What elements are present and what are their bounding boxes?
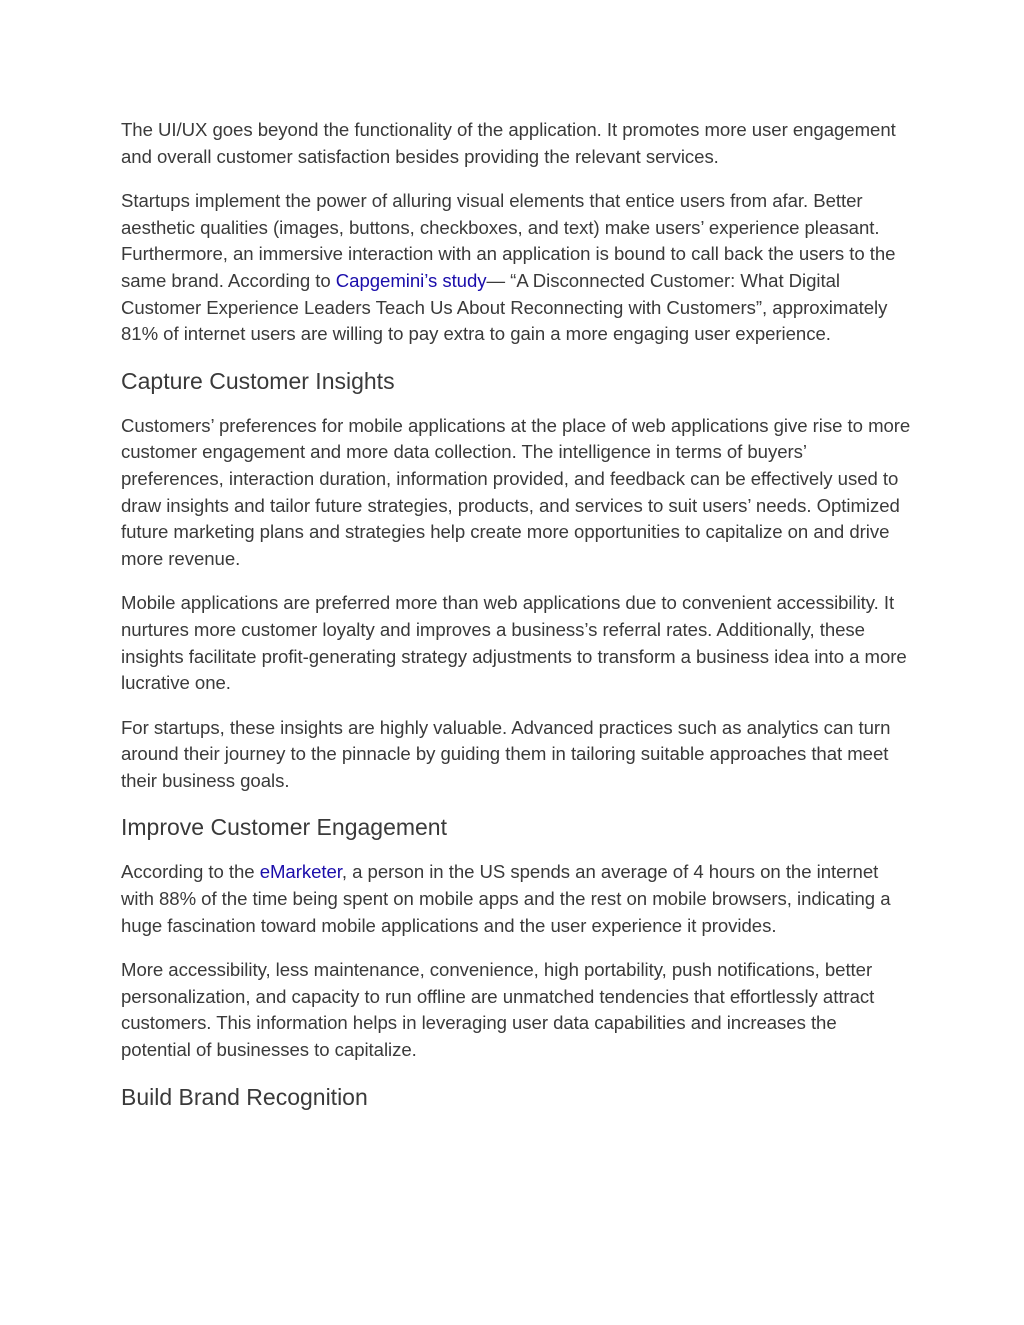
paragraph-mobile-accessibility: Mobile applications are preferred more than web applications due to convenient accessibility. It nurtures more customer loyalty and improves a business’s referral rates. Additionally, these insights facilitate profit-generating strategy adjustments to transform a business idea into a more lucrative one. <box>121 592 907 694</box>
heading-capture-customer-insights: Capture Customer Insights <box>121 367 395 394</box>
paragraph-emarketer-stats <box>121 859 911 939</box>
heading-improve-customer-engagement: Improve Customer Engagement <box>121 814 447 841</box>
document-page <box>121 117 911 1129</box>
paragraph-text: — “A Disconnected Customer: What Digital Customer Experience Leaders Teach Us About Reconnecting with Customers”, approximately 81% of internet users are willing to pay extra to gain a more engaging user experience. <box>121 269 888 345</box>
paragraph-startup-insights: For startups, these insights are highly valuable. Advanced practices such as analytics can turn around their journey to the pinnacle by guiding them in tailoring suitable approaches that meet their business goals. <box>121 716 891 791</box>
paragraph-text: Startups implement the power of alluring visual elements that entice users from afar. Better aesthetic qualities (images, buttons, checkboxes, and text) make users’ experience pleasant. Furthermore, an immersive interaction with an application is bound to call back the users to the same brand. According to <box>121 190 896 291</box>
paragraph-accessibility-benefits: More accessibility, less maintenance, convenience, high portability, push notifications, better personalization, and capacity to run offline are unmatched tendencies that effortlessly attract customers. This information helps in leveraging user data capabilities and increases the potential of businesses to capitalize. <box>121 959 875 1061</box>
paragraph-text: , a person in the US spends an average of 4 hours on the internet with 88% of the time being spent on mobile apps and the rest on mobile browsers, indicating a huge fascination toward mobile applications and the user experience it provides. <box>121 861 891 936</box>
emarketer-link[interactable]: eMarketer <box>259 861 342 883</box>
paragraph-ui-ux-intro: The UI/UX goes beyond the functionality of the application. It promotes more user engagement and overall customer satisfaction besides providing the relevant services. <box>121 119 896 167</box>
capgemini-study-link[interactable]: Capgemini’s study <box>335 269 487 291</box>
paragraph-customer-preferences: Customers’ preferences for mobile applications at the place of web applications give rise to more customer engagement and more data collection. The intelligence in terms of buyers’ preferences, interaction duration, information provided, and feedback can be effectively used to draw insights and tailor future strategies, products, and services to suit users’ needs. Optimized future marketing plans and strategies help create more opportunities to capitalize on and drive more revenue. <box>121 414 911 569</box>
paragraph-visual-elements <box>121 188 911 348</box>
paragraph-text: According to the <box>121 861 260 883</box>
heading-build-brand-recognition: Build Brand Recognition <box>121 1083 368 1110</box>
